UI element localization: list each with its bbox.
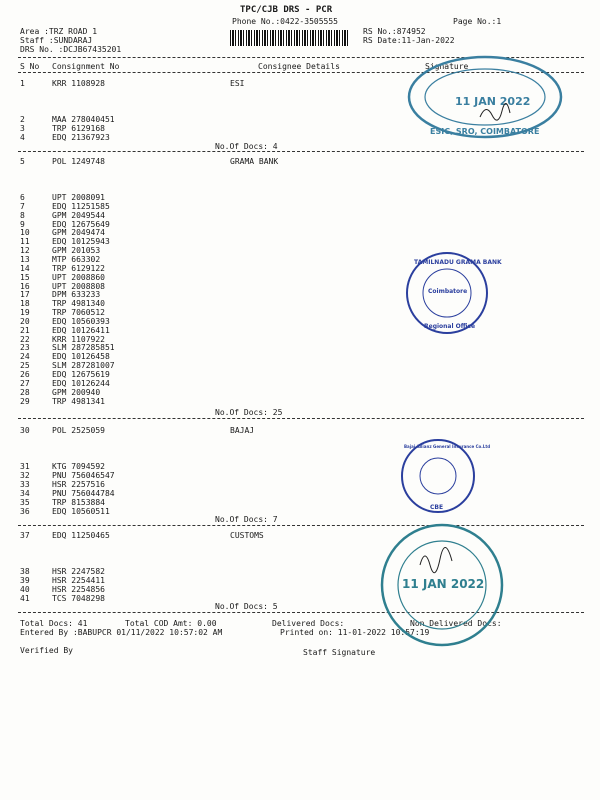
row-consignment: EDQ 10560393 — [52, 316, 110, 326]
bajaj-stamp — [398, 434, 491, 519]
group-doc-count: No.Of Docs: 4 — [215, 142, 278, 151]
row-sno: 21 — [20, 325, 30, 335]
row-sno: 31 — [20, 462, 30, 471]
row-sno: 14 — [20, 263, 30, 273]
row-sno: 41 — [20, 593, 30, 603]
row-sno: 35 — [20, 497, 30, 507]
row-consignment: TRP 6129168 — [52, 124, 105, 133]
group-doc-count: No.Of Docs: 25 — [215, 408, 283, 417]
esi-stamp-date: 11 JAN 2022 — [455, 95, 531, 108]
row-consignment: TRP 4981340 — [52, 299, 105, 309]
divider — [18, 418, 584, 419]
rs-number: RS No.:874952 — [363, 27, 426, 36]
esi-receipt-stamp — [405, 52, 565, 142]
row-consignment: PNU 756044784 — [52, 488, 115, 498]
row-sno: 4 — [20, 133, 25, 142]
row-consignment: EDQ 10125943 — [52, 237, 110, 247]
row-sno: 25 — [20, 361, 30, 371]
bajaj-stamp-text: Bajaj Allianz General Insurance Co.Ltd — [404, 444, 491, 449]
row-consignment: POL 2525059 — [52, 426, 105, 435]
row-sno: 7 — [20, 201, 25, 211]
row-consignment: KRR 1108928 — [52, 79, 105, 88]
staff-label: Staff :SUNDARAJ — [20, 36, 93, 45]
row-consignment: TRP 4981341 — [52, 396, 105, 406]
row-consignment: TRP 7060512 — [52, 308, 105, 318]
row-sno: 38 — [20, 567, 30, 576]
row-sno: 6 — [20, 193, 25, 202]
area-label: Area :TRZ ROAD 1 — [20, 27, 98, 36]
row-consignment: UPT 2008808 — [52, 281, 105, 291]
esi-stamp-label: ESIC, SRO, COIMBATORE — [430, 127, 540, 136]
row-consignment: UPT 2008860 — [52, 272, 105, 282]
row-sno: 39 — [20, 575, 30, 585]
row-consignment: HSR 2257516 — [52, 479, 105, 489]
column-header-signature: Signature — [425, 62, 469, 71]
row-consignment: PNU 756046547 — [52, 470, 115, 480]
total-docs: Total Docs: 41 — [20, 619, 88, 628]
row-consignment: MTP 663302 — [52, 254, 101, 264]
drs-number: DRS No. :DCJB67435201 — [20, 45, 122, 54]
row-consignment: KRR 1107922 — [52, 334, 105, 344]
non-delivered-docs: Non Delivered Docs: — [410, 619, 502, 628]
row-sno: 5 — [20, 157, 25, 166]
group-consignee: BAJAJ — [230, 426, 255, 435]
entered-by: Entered By :BABUPCR 01/11/2022 10:57:02 AM — [20, 628, 223, 637]
barcode-image — [230, 30, 350, 46]
grama-stamp-city: Coimbatore — [428, 288, 468, 295]
row-consignment: EDQ 10126411 — [52, 325, 110, 335]
bajaj-stamp-city: CBE — [430, 504, 444, 511]
row-consignment: GPM 2049544 — [52, 210, 105, 220]
row-consignment: KTG 7094592 — [52, 462, 105, 471]
grama-stamp-top: TAMILNADU GRAMA BANK — [414, 259, 502, 266]
row-consignment: EDQ 12675649 — [52, 219, 110, 229]
row-consignment: HSR 2254856 — [52, 584, 105, 594]
customs-stamp-date: 11 JAN 2022 — [402, 577, 485, 591]
row-sno: 12 — [20, 246, 30, 256]
column-header-consignee: Consignee Details — [258, 62, 340, 71]
staff-signature-label: Staff Signature — [303, 648, 376, 657]
row-sno: 8 — [20, 210, 25, 220]
grama-bank-stamp — [402, 248, 502, 338]
row-sno: 13 — [20, 254, 30, 264]
row-sno: 18 — [20, 299, 30, 309]
row-sno: 10 — [20, 228, 30, 238]
group-doc-count: No.Of Docs: 5 — [215, 602, 278, 611]
row-consignment: SLM 287285851 — [52, 343, 115, 353]
row-consignment: UPT 2008091 — [52, 193, 105, 202]
column-header-consignment: Consignment No — [52, 62, 120, 71]
row-sno: 28 — [20, 387, 30, 397]
row-consignment: SLM 287281007 — [52, 361, 115, 371]
customs-stamp — [360, 520, 525, 650]
row-sno: 16 — [20, 281, 30, 291]
rs-date: RS Date:11-Jan-2022 — [363, 36, 455, 45]
row-consignment: HSR 2247582 — [52, 567, 105, 576]
row-sno: 9 — [20, 219, 25, 229]
row-sno: 40 — [20, 584, 30, 594]
group-consignee: ESI — [230, 79, 245, 88]
row-sno: 17 — [20, 290, 30, 300]
row-sno: 29 — [20, 396, 30, 406]
row-consignment: TRP 6129122 — [52, 263, 105, 273]
row-sno: 36 — [20, 506, 30, 516]
row-sno: 26 — [20, 370, 30, 379]
row-sno: 33 — [20, 479, 30, 489]
page-number: Page No.:1 — [453, 17, 502, 26]
row-sno: 34 — [20, 488, 30, 498]
row-consignment: POL 1249748 — [52, 157, 105, 166]
total-cod-amount: Total COD Amt: 0.00 — [125, 619, 217, 628]
group-consignee: GRAMA BANK — [230, 157, 279, 166]
group-doc-count: No.Of Docs: 7 — [215, 515, 278, 524]
row-consignment: EDQ 10560511 — [52, 506, 110, 516]
row-sno: 11 — [20, 237, 30, 247]
row-sno: 37 — [20, 531, 30, 540]
row-sno: 1 — [20, 79, 25, 88]
row-sno: 23 — [20, 343, 30, 353]
row-consignment: GPM 2049474 — [52, 228, 105, 238]
verified-by-label: Verified By — [20, 646, 73, 655]
row-consignment: HSR 2254411 — [52, 575, 105, 585]
row-sno: 22 — [20, 334, 30, 344]
row-consignment: EDQ 10126244 — [52, 378, 110, 388]
row-consignment: EDQ 11250465 — [52, 531, 110, 540]
row-consignment: EDQ 10126458 — [52, 352, 110, 362]
document-title: TPC/CJB DRS - PCR — [240, 5, 333, 15]
row-sno: 32 — [20, 470, 30, 480]
row-sno: 2 — [20, 115, 25, 124]
group-consignee: CUSTOMS — [230, 531, 264, 540]
row-sno: 19 — [20, 308, 30, 318]
row-sno: 27 — [20, 378, 30, 388]
row-consignment: DPM 633233 — [52, 290, 101, 300]
row-consignment: EDQ 21367923 — [52, 133, 110, 142]
row-sno: 20 — [20, 316, 30, 326]
row-consignment: EDQ 12675619 — [52, 370, 110, 379]
printed-on: Printed on: 11-01-2022 10:57:19 — [280, 628, 430, 637]
row-consignment: TRP 8153884 — [52, 497, 105, 507]
divider — [18, 151, 584, 152]
column-header-sno: S No — [20, 62, 40, 71]
row-consignment: EDQ 11251585 — [52, 201, 110, 211]
row-consignment: MAA 278040451 — [52, 115, 115, 124]
row-sno: 15 — [20, 272, 30, 282]
row-consignment: TCS 7048298 — [52, 593, 105, 603]
row-sno: 30 — [20, 426, 30, 435]
row-consignment: GPM 200940 — [52, 387, 101, 397]
row-sno: 24 — [20, 352, 30, 362]
delivered-docs: Delivered Docs: — [272, 619, 345, 628]
phone-number: Phone No.:0422-3505555 — [232, 17, 338, 26]
row-consignment: GPM 201053 — [52, 246, 101, 256]
grama-stamp-bottom: Regional Office — [424, 323, 476, 330]
row-sno: 3 — [20, 124, 25, 133]
